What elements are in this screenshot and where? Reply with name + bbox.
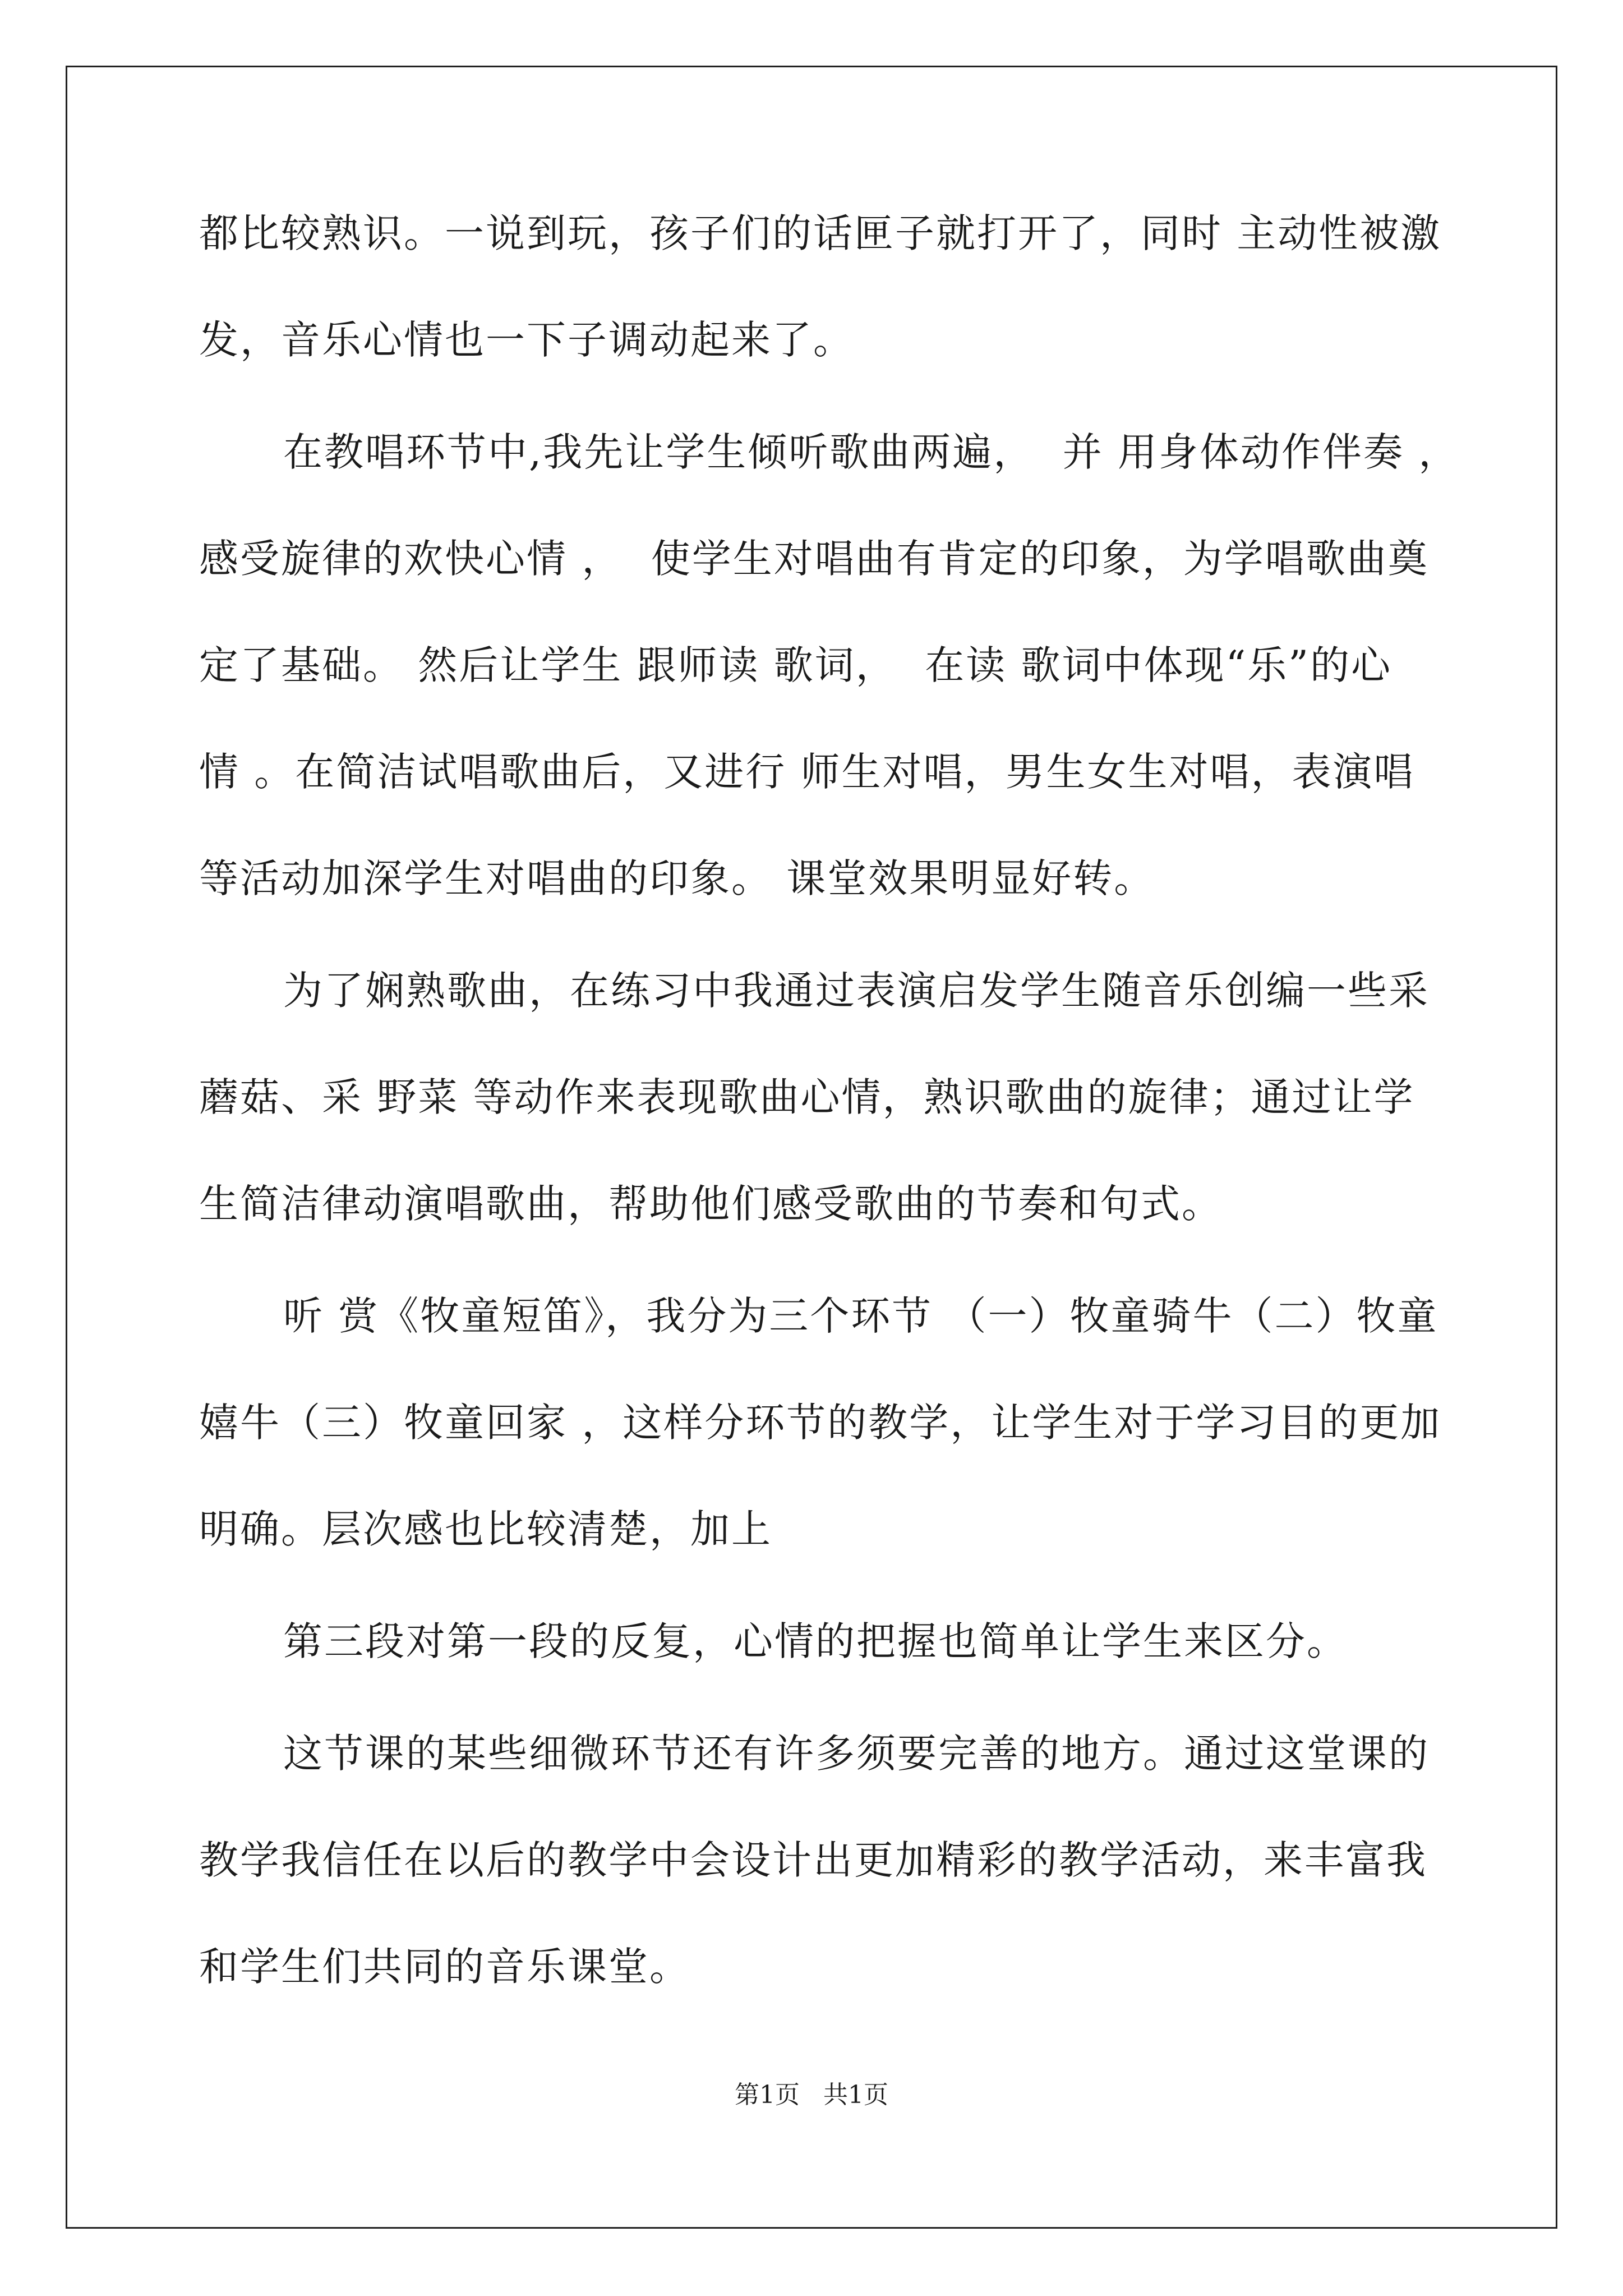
document-body [199, 208, 1460, 1993]
text-line: 定了基础。 然后让学生 跟师读 歌词， 在读 歌词中体现“乐”的心 [199, 642, 1393, 688]
text-line: 都比较熟识。一说到玩，孩子们的话匣子就打开了，同时 主动性被激 [199, 210, 1442, 256]
paragraph-start: 听 赏《牧童短笛》，我分为三个环节 （一）牧童骑牛（二）牧童 [283, 1293, 1438, 1339]
text-line: 生简洁律动演唱歌曲，帮助他们感受歌曲的节奏和句式。 [199, 1181, 1223, 1227]
paragraph-start: 第三段对第一段的反复，心情的把握也简单让学生来区分。 [283, 1618, 1348, 1664]
page-number-footer: 第1页 共1页 [735, 2081, 888, 2109]
text-line: 蘑菇、采 野菜 等动作来表现歌曲心情，熟识歌曲的旋律；通过让学 [199, 1074, 1415, 1120]
paragraph-start: 这节课的某些细微环节还有许多须要完善的地方。通过这堂课的 [283, 1731, 1430, 1777]
text-line: 发，音乐心情也一下子调动起来了。 [199, 317, 854, 363]
text-line: 和学生们共同的音乐课堂。 [199, 1944, 690, 1990]
text-line: 情 。在简洁试唱歌曲后，又进行 师生对唱，男生女生对唱，表演唱 [199, 749, 1415, 795]
paragraph-start: 在教唱环节中,我先让学生倾听歌曲两遍， 并 用身体动作伴奏 ， [283, 429, 1460, 475]
text-line: 明确。层次感也比较清楚，加上 [199, 1506, 772, 1552]
text-line: 感受旋律的欢快心情 ， 使学生对唱曲有肯定的印象，为学唱歌曲奠 [199, 536, 1429, 582]
text-line: 教学我信任在以后的教学中会设计出更加精彩的教学活动，来丰富我 [199, 1837, 1427, 1883]
text-line: 等活动加深学生对唱曲的印象。 课堂效果明显好转。 [199, 855, 1155, 901]
paragraph-start: 为了娴熟歌曲，在练习中我通过表演启发学生随音乐创编一些采 [283, 968, 1430, 1014]
text-line: 嬉牛（三）牧童回家 ，这样分环节的教学，让学生对于学习目的更加 [199, 1400, 1442, 1446]
